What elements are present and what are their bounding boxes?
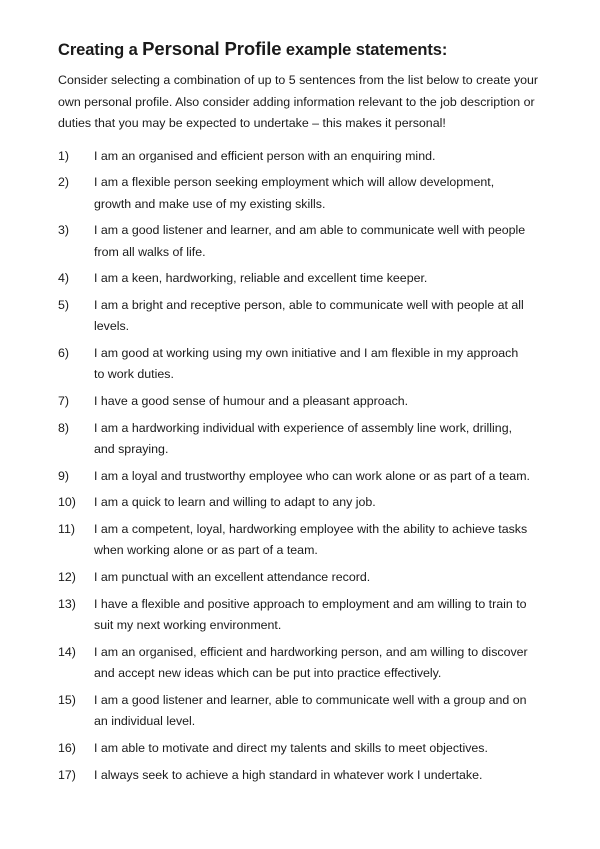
statement-item-7 (58, 391, 550, 413)
statement-item-9 (58, 466, 550, 488)
statement-number: 9) (58, 468, 70, 483)
statement-number: 1) (58, 148, 70, 163)
statement-item-3 (58, 220, 550, 263)
statement-text: I am a competent, loyal, hardworking employee with the ability to achieve tasks when working alone or as part of a team. (94, 521, 528, 558)
statement-item-14 (58, 642, 550, 685)
statement-text: I am punctual with an excellent attendance record. (94, 570, 371, 585)
statement-list (58, 146, 550, 787)
statement-number: 10) (58, 495, 76, 510)
statement-number: 4) (58, 271, 70, 286)
statement-item-1 (58, 146, 550, 168)
statement-number: 16) (58, 740, 76, 755)
title-prefix: Creating a (58, 41, 143, 59)
statement-text: I am a keen, hardworking, reliable and excellent time keeper. (94, 271, 428, 286)
statement-text: I am good at working using my own initiative and I am flexible in my approach to work duties. (94, 345, 519, 382)
statement-text: I am an organised, efficient and hardworking person, and am willing to discover and accept new ideas which can be put into practice effectively. (94, 644, 528, 681)
statement-number: 5) (58, 297, 70, 312)
statement-text: I always seek to achieve a high standard in whatever work I undertake. (94, 767, 483, 782)
statement-number: 3) (58, 223, 70, 238)
statement-item-10 (58, 492, 550, 514)
statement-item-5 (58, 295, 550, 338)
statement-text: I am a bright and receptive person, able to communicate well with people at all levels. (94, 297, 524, 334)
statement-item-15 (58, 690, 550, 733)
statement-number: 2) (58, 175, 70, 190)
statement-item-2 (58, 172, 550, 215)
statement-text: I have a good sense of humour and a pleasant approach. (94, 394, 409, 409)
statement-item-16 (58, 738, 550, 760)
statement-number: 8) (58, 420, 70, 435)
statement-number: 14) (58, 644, 76, 659)
statement-text: I am a flexible person seeking employment which will allow development, growth and make use of my existing skills. (94, 175, 495, 211)
statement-text: I have a flexible and positive approach to employment and am willing to train to suit my next working environment. (94, 596, 527, 633)
statement-text: I am able to motivate and direct my talents and skills to meet objectives. (94, 740, 488, 755)
statement-item-11 (58, 519, 550, 562)
statement-item-8 (58, 418, 550, 461)
statement-item-13 (58, 594, 550, 637)
statement-item-4 (58, 268, 550, 290)
statement-text: I am a good listener and learner, able to communicate well with a group and on an individual level. (94, 692, 527, 729)
intro-paragraph: Consider selecting a combination of up to 5 sentences from the list below to create your own personal profile. Also consider adding information relevant to the job description or duties that you may be expected to undertake – this makes it personal! (58, 73, 539, 130)
statement-number: 17) (58, 767, 76, 782)
statement-number: 13) (58, 596, 76, 611)
statement-number: 12) (58, 570, 76, 585)
statement-number: 11) (58, 521, 75, 536)
statement-number: 7) (58, 394, 70, 409)
document-title (58, 36, 550, 63)
statement-text: I am a hardworking individual with experience of assembly line work, drilling, and spraying. (94, 420, 513, 457)
statement-number: 6) (58, 345, 70, 360)
statement-item-17 (58, 765, 550, 787)
title-emphasis: Personal Profile (142, 38, 282, 59)
statement-item-12 (58, 567, 550, 589)
statement-text: I am a quick to learn and willing to adapt to any job. (94, 495, 376, 510)
statement-item-6 (58, 343, 550, 386)
title-suffix: example statements: (281, 41, 448, 59)
statement-number: 15) (58, 692, 76, 707)
statement-text: I am a good listener and learner, and am able to communicate well with people from all walks of life. (94, 223, 526, 259)
statement-text: I am a loyal and trustworthy employee who can work alone or as part of a team. (94, 468, 530, 483)
statement-text: I am an organised and efficient person with an enquiring mind. (94, 148, 436, 163)
